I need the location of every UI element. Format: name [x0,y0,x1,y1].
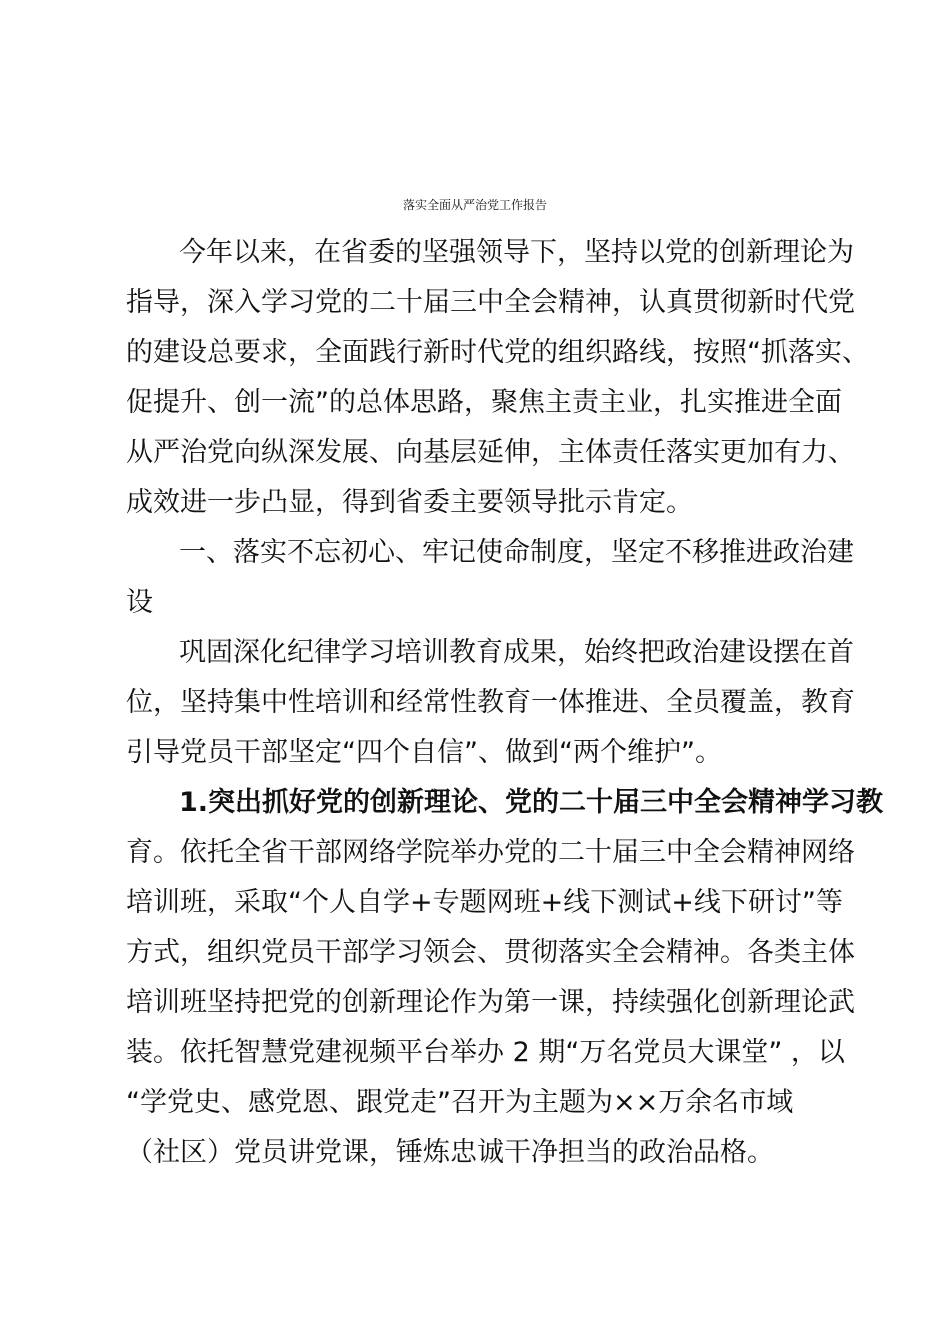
intro-line-3: 的建设总要求，全面践行新时代党的组织路线，按照“抓落实、 [126,337,869,368]
section-1-body-line-1: 巩固深化纪律学习培训教育成果，始终把政治建设摆在首 [179,637,854,668]
item-1-line-7: “学党史、感党恩、跟党走”召开为主题为××万余名市域 [126,1087,794,1118]
item-1-line-8: （社区）党员讲党课，锤炼忠诚干净担当的政治品格。 [126,1137,774,1168]
section-1-body-line-2: 位，坚持集中性培训和经常性教育一体推进、全员覆盖，教育 [126,687,855,718]
item-1-line-1: 1.突出抓好党的创新理论、党的二十届三中全会精神学习教 [179,787,884,818]
item-1-line-2: 育。依托全省干部网络学院举办党的二十届三中全会精神网络 [126,837,855,868]
item-1-line-5: 培训班坚持把党的创新理论作为第一课，持续强化创新理论武 [126,987,855,1018]
section-1-heading-line-1: 一、落实不忘初心、牢记使命制度，坚定不移推进政治建 [179,537,854,568]
intro-line-6: 成效进一步凸显，得到省委主要领导批示肯定。 [126,487,693,518]
intro-line-2: 指导，深入学习党的二十届三中全会精神，认真贯彻新时代党 [126,287,855,318]
intro-line-1: 今年以来，在省委的坚强领导下，坚持以党的创新理论为 [179,237,854,268]
intro-line-5: 从严治党向纵深发展、向基层延伸，主体责任落实更加有力、 [126,437,855,468]
section-1-heading-line-2: 设 [126,587,153,618]
intro-line-4: 促提升、创一流”的总体思路，聚焦主责主业，扎实推进全面 [126,387,842,418]
item-1-line-4: 方式，组织党员干部学习领会、贯彻落实全会精神。各类主体 [126,937,855,968]
item-1-line-6: 装。依托智慧党建视频平台举办 2 期“万名党员大课堂” ，以 [126,1037,845,1068]
section-1-body-line-3: 引导党员干部坚定“四个自信”、做到“两个维护”。 [126,737,722,768]
document-title: 落实全面从严治党工作报告 [402,198,547,212]
item-1-line-3: 培训班，采取“个人自学+专题网班+线下测试+线下研讨”等 [126,887,843,918]
